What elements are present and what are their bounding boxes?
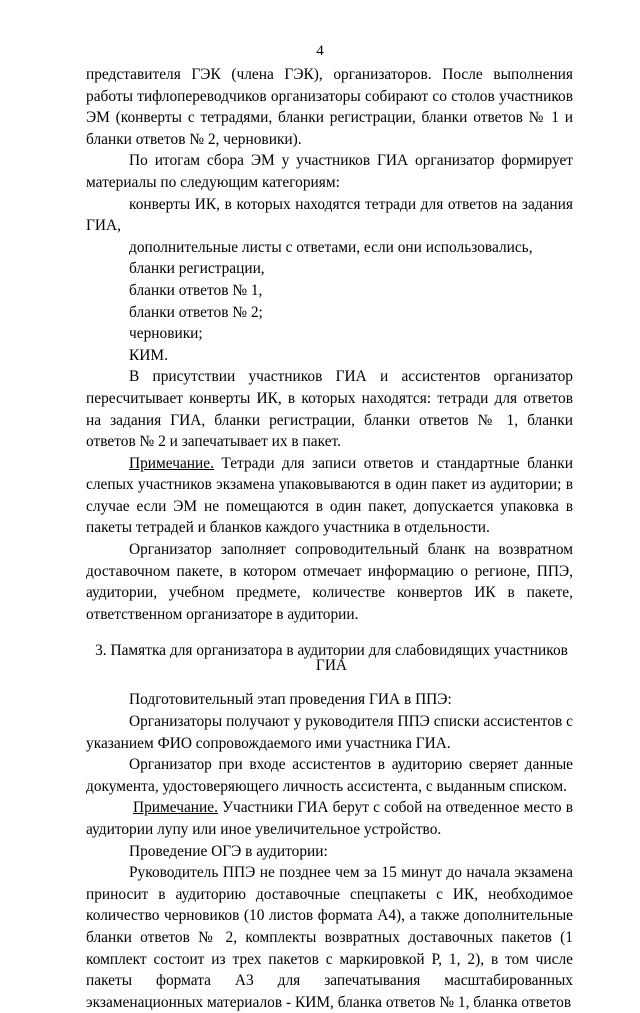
paragraph: представителя ГЭК (члена ГЭК), организаторов. После выполнения работы тифлопереводчиков организаторы собирают со столов участников ЭМ (конверты с тетрадями, бланки регистрации, бланки ответов № 1 и бланки ответов № 2, черновики). [86, 66, 573, 148]
note-paragraph [86, 797, 573, 840]
list-item: бланки ответов № 2; [129, 303, 263, 321]
note-text: Участники ГИА берут с собой на отведенное место в аудитории лупу или иное увеличительное устройство. [86, 799, 573, 838]
paragraph: Руководитель ППЭ не позднее чем за 15 минут до начала экзамена приносит в аудиторию доставочные спецпакеты с ИК, необходимое количество черновиков (10 листов формата А4), а также дополнительные бланки ответов № 2, комплекты возвратных доставочных пакетов (1 комплект состоит из трех пакетов с маркировкой Р, 1, 2), в том числе пакеты формата А3 для запечатывания масштабированных экзаменационных материалов - КИМ, бланка ответов № 1, бланка ответов [86, 864, 573, 1011]
note-label: Примечание. [133, 799, 218, 817]
paragraph: Подготовительный этап проведения ГИА в ППЭ: [129, 691, 452, 709]
paragraph: По итогам сбора ЭМ у участников ГИА организатор формирует материалы по следующим категориям: [86, 152, 573, 191]
list-item: черновики; [129, 325, 203, 343]
paragraph: В присутствии участников ГИА и ассистентов организатор пересчитывает конверты ИК, в которых находятся: тетради для ответов на задания ГИА, бланки регистрации, бланки ответов № 1, бланки ответов № 2 и запечатывает их в пакет. [86, 368, 573, 451]
note-paragraph [86, 453, 573, 539]
paragraph: Организатор при входе ассистентов в аудиторию сверяет данные документа, удостоверяющего личность ассистента, с выданным списком. [86, 756, 573, 795]
list-item: бланки ответов № 1, [129, 281, 263, 299]
list-item: дополнительные листы с ответами, если они использовались, [129, 238, 533, 256]
note-label: Примечание. [129, 454, 214, 472]
paragraph: Организаторы получают у руководителя ППЭ списки ассистентов с указанием ФИО сопровождаемого ими участника ГИА. [86, 713, 573, 752]
page-body [86, 64, 573, 1013]
paragraph: конверты ИК, в которых находятся тетради для ответов на задания ГИА, [86, 195, 573, 235]
page-number: 4 [316, 43, 324, 59]
list-item: КИМ. [129, 346, 168, 364]
note-text: Тетради для записи ответов и стандартные бланки слепых участников экзамена упаковываются в один пакет из аудитории; в случае если ЭМ не помещаются в один пакет, допускается упаковка в пакеты тетрадей и бланков каждого участника в отдельности. [86, 454, 573, 537]
paragraph: Проведение ОГЭ в аудитории: [129, 842, 328, 860]
list-item: бланки регистрации, [129, 260, 265, 278]
section-heading: 3. Памятка для организатора в аудитории для слабовидящих участников ГИА [95, 642, 568, 675]
paragraph: Организатор заполняет сопроводительный бланк на возвратном доставочном пакете, в котором отмечает информацию о регионе, ППЭ, аудитории, учебном предмете, количестве конвертов ИК в пакете, ответственном организаторе в аудитории. [86, 541, 573, 623]
